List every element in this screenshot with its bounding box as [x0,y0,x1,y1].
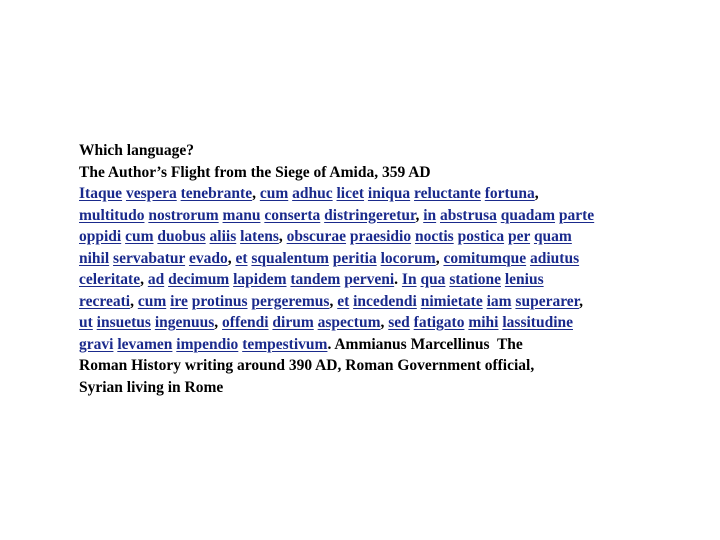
latin-line [79,226,639,248]
latin-word-link[interactable]: evado [188,249,228,267]
latin-word-link[interactable]: oppidi [79,228,122,245]
latin-word-link[interactable]: in [423,206,437,224]
latin-word-link[interactable]: celeritate [79,271,141,288]
latin-word-link[interactable]: vespera [125,185,177,202]
latin-word-link[interactable]: distringeretur [324,206,416,224]
latin-word-link[interactable]: peritia [332,249,377,267]
punctuation: , [380,314,389,331]
latin-word-link[interactable]: pergeremus [251,292,330,310]
attribution-line-1: Ammianus Marcellinus The [334,335,523,353]
latin-word-link[interactable]: cum [125,228,154,245]
latin-word-link[interactable]: ut [79,314,93,331]
latin-word-link[interactable]: recreati [79,292,131,310]
latin-word-link[interactable]: gravi [79,335,114,353]
passage-title: The Author’s Flight from the Siege of Amida, 359 AD [79,163,431,181]
latin-word-link[interactable]: In [401,271,417,288]
latin-word-link[interactable]: ad [147,271,165,288]
latin-word-link[interactable]: duobus [157,228,206,245]
latin-word-link[interactable]: impendio [176,335,239,353]
latin-word-link[interactable]: abstrusa [440,206,497,224]
latin-word-link[interactable]: perveni [344,271,395,288]
latin-word-link[interactable]: praesidio [349,228,412,245]
latin-word-link[interactable]: noctis [414,228,454,245]
punctuation: , [534,185,539,202]
latin-word-link[interactable]: postica [457,228,505,245]
latin-word-link[interactable]: comitumque [443,249,527,267]
latin-word-link[interactable]: fatigato [413,314,465,331]
latin-word-link[interactable]: latens [240,228,279,245]
latin-word-link[interactable]: lapidem [233,271,287,288]
punctuation: , [214,314,223,331]
latin-word-link[interactable]: quam [533,228,572,245]
latin-word-link[interactable]: tandem [290,271,341,288]
punctuation: , [252,185,260,202]
latin-word-link[interactable]: multitudo [79,206,145,224]
punctuation: , [579,292,584,310]
latin-word-link[interactable]: qua [420,271,446,288]
latin-word-link[interactable]: lenius [504,271,544,288]
latin-word-link[interactable]: statione [449,271,501,288]
latin-word-link[interactable]: mihi [468,314,499,331]
latin-word-link[interactable]: obscurae [286,228,347,245]
latin-word-link[interactable]: cum [137,292,167,310]
latin-word-link[interactable]: tenebrante [180,185,253,202]
latin-word-link[interactable]: offendi [222,314,269,331]
latin-word-link[interactable]: licet [336,185,365,202]
attribution-line-3: Syrian living in Rome [79,378,224,396]
latin-line [79,334,639,356]
latin-word-link[interactable]: et [337,292,350,310]
latin-word-link[interactable]: iam [486,292,512,310]
punctuation: , [130,292,138,310]
latin-word-link[interactable]: nostrorum [148,206,219,224]
heading: Which language? [79,142,194,159]
latin-word-link[interactable]: aspectum [317,314,381,331]
latin-passage [79,183,639,355]
latin-word-link[interactable]: locorum [380,249,436,267]
latin-word-link[interactable]: iniqua [367,185,411,202]
latin-word-link[interactable]: aliis [209,228,237,245]
latin-line [79,205,639,227]
latin-word-link[interactable]: protinus [191,292,248,310]
punctuation: , [415,206,424,224]
latin-word-link[interactable]: manu [222,206,261,224]
latin-word-link[interactable]: tempestivum [242,335,328,353]
latin-word-link[interactable]: insuetus [96,314,151,331]
latin-word-link[interactable]: superarer [515,292,580,310]
latin-word-link[interactable]: quadam [500,206,556,224]
latin-word-link[interactable]: per [507,228,531,245]
punctuation: , [227,249,236,267]
latin-word-link[interactable]: ingenuus [154,314,215,331]
latin-word-link[interactable]: levamen [117,335,173,353]
latin-word-link[interactable]: sed [388,314,410,331]
latin-word-link[interactable]: incedendi [353,292,417,310]
latin-line [79,248,639,270]
latin-line [79,269,639,291]
latin-word-link[interactable]: adhuc [292,185,333,202]
latin-word-link[interactable]: et [235,249,248,267]
latin-word-link[interactable]: dirum [272,314,314,331]
punctuation: , [278,228,287,245]
attribution-line-2: Roman History writing around 390 AD, Roman Government official, [79,357,535,374]
latin-word-link[interactable]: reluctante [414,185,481,202]
punctuation: . [394,271,402,288]
document-text [79,140,639,398]
latin-word-link[interactable]: Itaque [79,185,123,202]
latin-word-link[interactable]: servabatur [113,249,186,267]
latin-line [79,183,639,205]
latin-word-link[interactable]: nimietate [420,292,483,310]
latin-word-link[interactable]: cum [259,185,289,202]
latin-word-link[interactable]: conserta [264,206,321,224]
latin-word-link[interactable]: parte [558,206,595,224]
punctuation: , [435,249,444,267]
latin-word-link[interactable]: fortuna [484,185,535,202]
latin-word-link[interactable]: decimum [168,271,230,288]
latin-word-link[interactable]: ire [170,292,188,310]
punctuation: . [327,335,335,353]
latin-line [79,291,639,313]
latin-word-link[interactable]: squalentum [251,249,329,267]
punctuation: , [329,292,338,310]
latin-word-link[interactable]: nihil [79,249,110,267]
punctuation: , [140,271,148,288]
latin-word-link[interactable]: lassitudine [502,314,573,331]
latin-word-link[interactable]: adiutus [529,249,580,267]
latin-line [79,312,639,334]
